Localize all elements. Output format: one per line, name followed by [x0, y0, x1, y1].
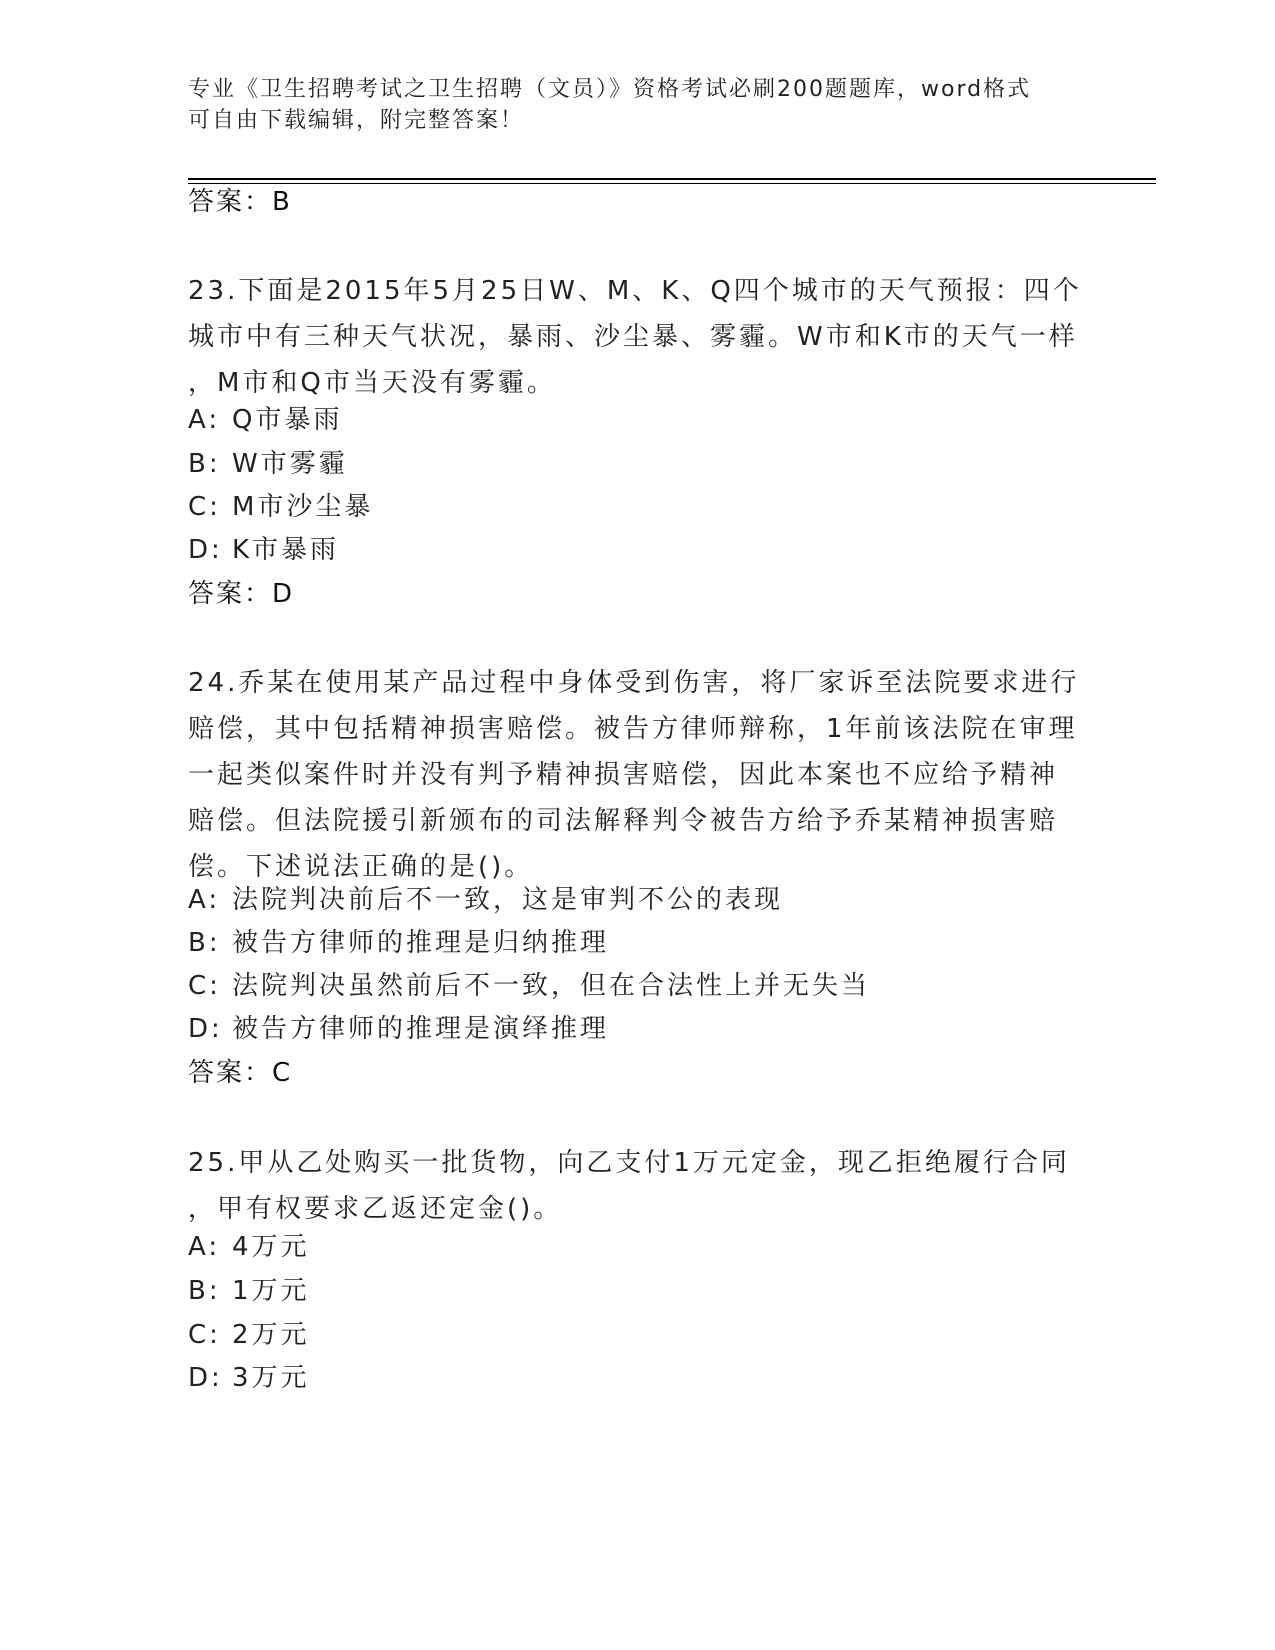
- stem-line: 赔偿。但法院援引新颁布的司法解释判令被告方给予乔某精神损害赔: [188, 806, 1059, 836]
- option-letter: A:: [188, 1232, 221, 1262]
- question-23-answer: 答案：D: [188, 579, 295, 609]
- stem-line: 赔偿，其中包括精神损害赔偿。被告方律师辩称，1年前该法院在审理: [188, 714, 1078, 744]
- option-letter: C:: [188, 492, 221, 522]
- option-letter: C:: [188, 1320, 221, 1350]
- option-letter: C:: [188, 971, 221, 1001]
- option-letter: D:: [188, 1014, 223, 1044]
- option-text: 3万元: [232, 1363, 310, 1393]
- option-letter: B:: [188, 928, 221, 958]
- question-24-option-d: [188, 1012, 609, 1046]
- question-24-option-c: [188, 969, 870, 1003]
- stem-line: ，甲有权要求乙返还定金()。: [188, 1194, 563, 1224]
- question-23-option-c: [188, 490, 373, 524]
- stem-line: 城市中有三种天气状况，暴雨、沙尘暴、雾霾。W市和K市的天气一样: [188, 322, 1078, 352]
- stem-line: 一起类似案件时并没有判予精神损害赔偿，因此本案也不应给予精神: [188, 760, 1059, 790]
- option-text: 2万元: [232, 1320, 310, 1350]
- option-letter: A:: [188, 405, 221, 435]
- stem-line: 23.下面是2015年5月25日W、M、K、Q四个城市的天气预报：四个: [188, 276, 1082, 306]
- option-letter: D:: [188, 535, 223, 565]
- option-text: 法院判决前后不一致，这是审判不公的表现: [232, 885, 784, 915]
- question-25-option-c: [188, 1318, 310, 1352]
- stem-line: 偿。下述说法正确的是()。: [188, 852, 534, 882]
- previous-answer: 答案：B: [188, 187, 292, 217]
- option-letter: B:: [188, 449, 221, 479]
- option-letter: B:: [188, 1276, 221, 1306]
- option-text: K市暴雨: [232, 535, 340, 565]
- question-25-stem: [188, 1140, 1088, 1232]
- document-header: [188, 74, 1068, 136]
- question-25-option-d: [188, 1361, 310, 1395]
- question-24-option-a: [188, 883, 783, 917]
- header-divider-thick: [188, 178, 1156, 180]
- stem-line: 25.甲从乙处购买一批货物，向乙支付1万元定金，现乙拒绝履行合同: [188, 1148, 1070, 1178]
- option-text: 被告方律师的推理是演绎推理: [232, 1014, 610, 1044]
- question-23-option-b: [188, 447, 348, 481]
- question-25-option-a: [188, 1230, 310, 1264]
- question-24-stem: [188, 660, 1088, 890]
- option-text: M市沙尘暴: [232, 492, 374, 522]
- option-text: W市雾霾: [232, 449, 348, 479]
- option-text: 4万元: [232, 1232, 310, 1262]
- option-letter: D:: [188, 1363, 223, 1393]
- stem-line: 24.乔某在使用某产品过程中身体受到伤害，将厂家诉至法院要求进行: [188, 668, 1080, 698]
- question-24-answer: 答案：C: [188, 1058, 293, 1088]
- question-25-option-b: [188, 1274, 310, 1308]
- question-23-stem: [188, 268, 1088, 406]
- header-line-2: 可自由下载编辑，附完整答案！: [188, 108, 525, 133]
- option-text: Q市暴雨: [232, 405, 343, 435]
- question-23-option-a: [188, 403, 342, 437]
- option-text: 被告方律师的推理是归纳推理: [232, 928, 610, 958]
- header-line-1: 专业《卫生招聘考试之卫生招聘（文员）》资格考试必刷200题题库，word格式: [188, 77, 1032, 102]
- option-letter: A:: [188, 885, 221, 915]
- header-divider-thin: [188, 183, 1156, 184]
- option-text: 1万元: [232, 1276, 310, 1306]
- stem-line: ，M市和Q市当天没有雾霾。: [188, 368, 556, 398]
- question-23-option-d: [188, 533, 339, 567]
- option-text: 法院判决虽然前后不一致，但在合法性上并无失当: [232, 971, 871, 1001]
- question-24-option-b: [188, 926, 609, 960]
